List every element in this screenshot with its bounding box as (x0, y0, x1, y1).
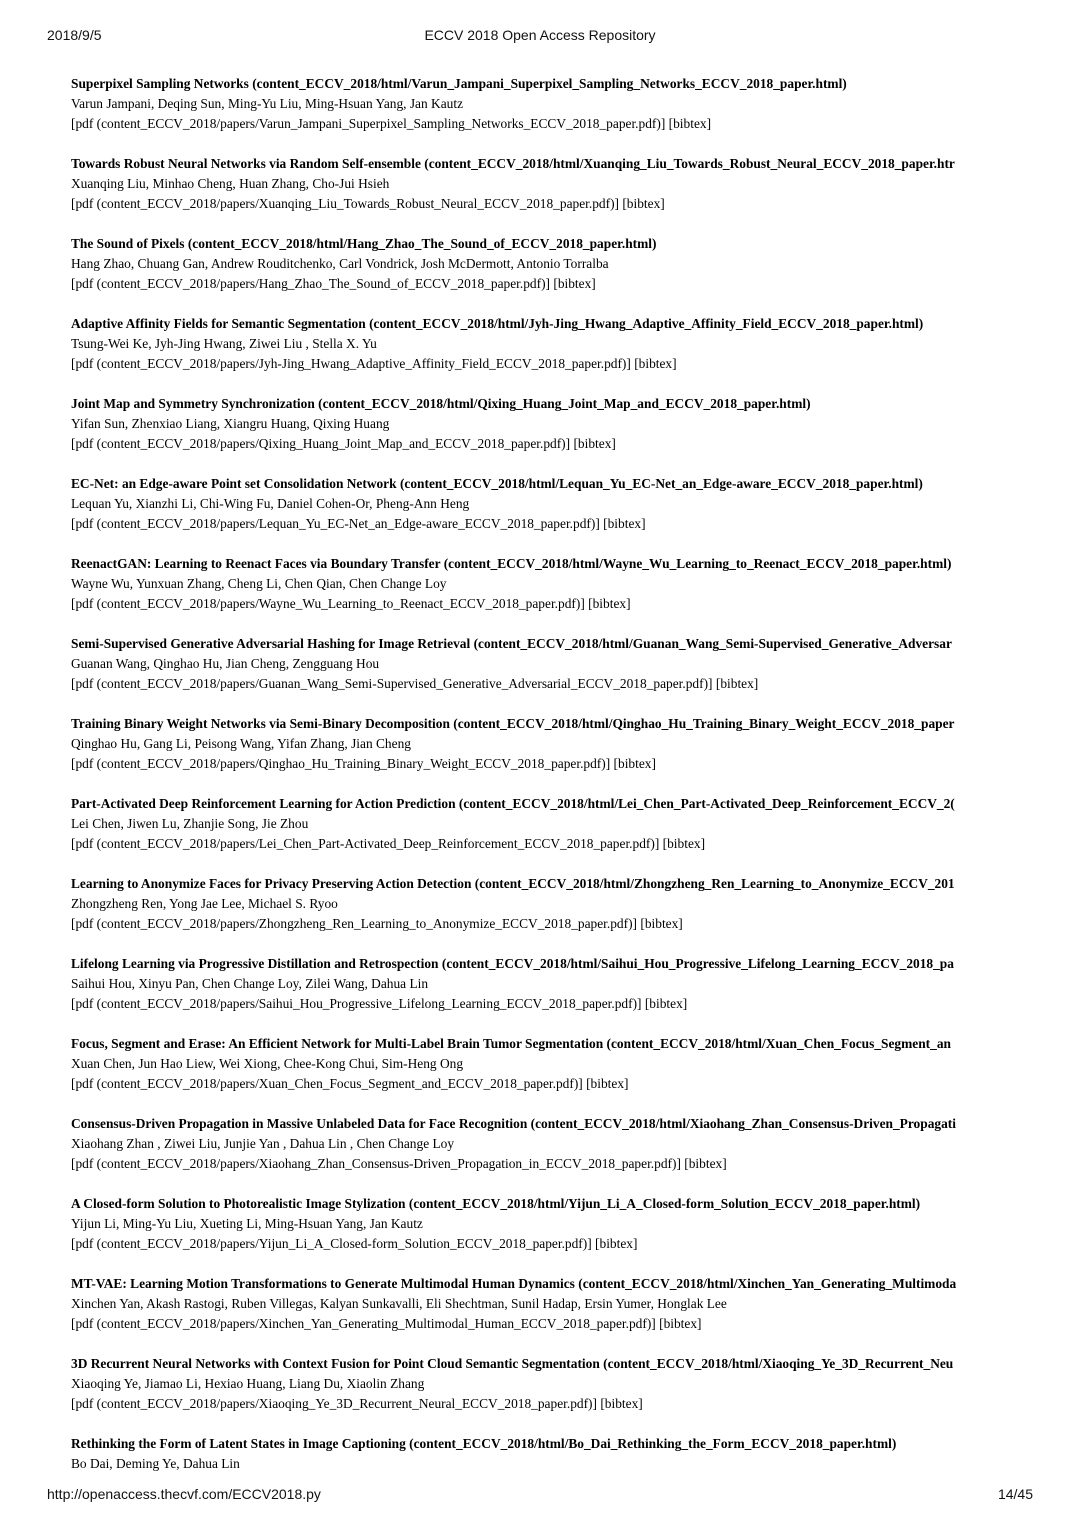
paper-title[interactable]: Semi-Supervised Generative Adversarial Hashing for Image Retrieval (71, 636, 471, 651)
paper-html-link[interactable]: (content_ECCV_2018/html/Guanan_Wang_Semi-Supervised_Generative_Adversar (473, 636, 952, 651)
paper-authors: Guanan Wang, Qinghao Hu, Jian Cheng, Zengguang Hou (71, 656, 380, 671)
paper-entry (71, 1194, 1032, 1274)
paper-links (71, 914, 1032, 934)
paper-title-line (71, 74, 1032, 94)
paper-html-link[interactable]: (content_ECCV_2018/html/Xiaohang_Zhan_Consensus-Driven_Propagati (530, 1116, 956, 1131)
paper-pdf-link[interactable]: [pdf (content_ECCV_2018/papers/Xinchen_Yan_Generating_Multimodal_Human_ECCV_2018_paper.pdf)] (71, 1316, 656, 1331)
paper-pdf-link[interactable]: [pdf (content_ECCV_2018/papers/Xiaoqing_Ye_3D_Recurrent_Neural_ECCV_2018_paper.pdf)] (71, 1396, 597, 1411)
paper-title-line (71, 1034, 1032, 1054)
page-header-title: ECCV 2018 Open Access Repository (424, 27, 656, 43)
paper-title[interactable]: 3D Recurrent Neural Networks with Context Fusion for Point Cloud Semantic Segmentation (71, 1356, 600, 1371)
paper-html-link[interactable]: (content_ECCV_2018/html/Varun_Jampani_Superpixel_Sampling_Networks_ECCV_2018_paper.html) (252, 76, 847, 91)
paper-pdf-link[interactable]: [pdf (content_ECCV_2018/papers/Xiaohang_Zhan_Consensus-Driven_Propagation_in_ECCV_2018_paper.pdf)] (71, 1156, 681, 1171)
paper-links (71, 114, 1032, 134)
paper-entry (71, 714, 1032, 794)
paper-entry (71, 74, 1032, 154)
paper-bibtex-link[interactable]: [bibtex] (634, 356, 677, 371)
paper-pdf-link[interactable]: [pdf (content_ECCV_2018/papers/Yijun_Li_A_Closed-form_Solution_ECCV_2018_paper.pdf)] (71, 1236, 592, 1251)
paper-authors: Xuan Chen, Jun Hao Liew, Wei Xiong, Chee-Kong Chui, Sim-Heng Ong (71, 1056, 464, 1071)
paper-title[interactable]: Learning to Anonymize Faces for Privacy Preserving Action Detection (71, 876, 472, 891)
paper-links (71, 754, 1032, 774)
paper-html-link[interactable]: (content_ECCV_2018/html/Xuanqing_Liu_Towards_Robust_Neural_ECCV_2018_paper.htr (424, 156, 955, 171)
page-number: 14/45 (997, 1486, 1033, 1502)
paper-links (71, 1314, 1032, 1334)
paper-bibtex-link[interactable]: [bibtex] (600, 1396, 643, 1411)
paper-title[interactable]: Adaptive Affinity Fields for Semantic Segmentation (71, 316, 366, 331)
paper-entry (71, 1034, 1032, 1114)
paper-title[interactable]: Superpixel Sampling Networks (71, 76, 249, 91)
paper-bibtex-link[interactable]: [bibtex] (586, 1076, 629, 1091)
paper-title[interactable]: Focus, Segment and Erase: An Efficient Network for Multi-Label Brain Tumor Segmentation (71, 1036, 604, 1051)
paper-bibtex-link[interactable]: [bibtex] (640, 916, 683, 931)
paper-bibtex-link[interactable]: [bibtex] (603, 516, 646, 531)
paper-title[interactable]: Rethinking the Form of Latent States in Image Captioning (71, 1436, 406, 1451)
paper-title[interactable]: A Closed-form Solution to Photorealistic Image Stylization (71, 1196, 406, 1211)
paper-html-link[interactable]: (content_ECCV_2018/html/Lei_Chen_Part-Activated_Deep_Reinforcement_ECCV_2( (458, 796, 955, 811)
paper-entry (71, 394, 1032, 474)
paper-authors: Xiaoqing Ye, Jiamao Li, Hexiao Huang, Liang Du, Xiaolin Zhang (71, 1376, 425, 1391)
paper-authors: Wayne Wu, Yunxuan Zhang, Cheng Li, Chen Qian, Chen Change Loy (71, 576, 447, 591)
paper-bibtex-link[interactable]: [bibtex] (659, 1316, 702, 1331)
paper-authors: Xinchen Yan, Akash Rastogi, Ruben Villegas, Kalyan Sunkavalli, Eli Shechtman, Sunil Hadap, Ersin Yumer, Honglak Lee (71, 1296, 727, 1311)
paper-html-link[interactable]: (content_ECCV_2018/html/Bo_Dai_Rethinking_the_Form_ECCV_2018_paper.html) (409, 1436, 897, 1451)
paper-title[interactable]: Towards Robust Neural Networks via Random Self-ensemble (71, 156, 421, 171)
paper-pdf-link[interactable]: [pdf (content_ECCV_2018/papers/Saihui_Hou_Progressive_Lifelong_Learning_ECCV_2018_paper.pdf)] (71, 996, 642, 1011)
paper-links (71, 434, 1032, 454)
paper-pdf-link[interactable]: [pdf (content_ECCV_2018/papers/Wayne_Wu_Learning_to_Reenact_ECCV_2018_paper.pdf)] (71, 596, 585, 611)
paper-pdf-link[interactable]: [pdf (content_ECCV_2018/papers/Xuanqing_Liu_Towards_Robust_Neural_ECCV_2018_paper.pdf)] (71, 196, 619, 211)
paper-title[interactable]: Joint Map and Symmetry Synchronization (71, 396, 315, 411)
paper-list (71, 74, 1032, 1514)
paper-entry (71, 554, 1032, 634)
paper-pdf-link[interactable]: [pdf (content_ECCV_2018/papers/Qixing_Huang_Joint_Map_and_ECCV_2018_paper.pdf)] (71, 436, 571, 451)
paper-bibtex-link[interactable]: [bibtex] (715, 676, 759, 691)
paper-links (71, 594, 1032, 614)
paper-title-line (71, 1434, 1032, 1454)
paper-html-link[interactable]: (content_ECCV_2018/html/Jyh-Jing_Hwang_Adaptive_Affinity_Field_ECCV_2018_paper.html) (369, 316, 924, 331)
paper-bibtex-link[interactable]: [bibtex] (573, 436, 616, 451)
paper-entry (71, 1354, 1032, 1434)
paper-authors: Bo Dai, Deming Ye, Dahua Lin (71, 1456, 240, 1471)
paper-authors: Xiaohang Zhan , Ziwei Liu, Junjie Yan , Dahua Lin , Chen Change Loy (71, 1136, 455, 1151)
paper-title-line (71, 954, 1032, 974)
paper-authors: Hang Zhao, Chuang Gan, Andrew Rouditchenko, Carl Vondrick, Josh McDermott, Antonio Torralba (71, 256, 609, 271)
paper-entry (71, 874, 1032, 954)
footer-url: http://openaccess.thecvf.com/ECCV2018.py (47, 1486, 321, 1502)
paper-entry (71, 794, 1032, 874)
paper-entry (71, 474, 1032, 554)
paper-title-line (71, 1114, 1032, 1134)
paper-links (71, 1154, 1032, 1174)
paper-html-link[interactable]: (content_ECCV_2018/html/Lequan_Yu_EC-Net_an_Edge-aware_ECCV_2018_paper.html) (399, 476, 923, 491)
paper-authors: Lequan Yu, Xianzhi Li, Chi-Wing Fu, Daniel Cohen-Or, Pheng-Ann Heng (71, 496, 470, 511)
paper-links (71, 354, 1032, 374)
paper-pdf-link[interactable]: [pdf (content_ECCV_2018/papers/Hang_Zhao_The_Sound_of_ECCV_2018_paper.pdf)] (71, 276, 550, 291)
paper-pdf-link[interactable]: [pdf (content_ECCV_2018/papers/Guanan_Wang_Semi-Supervised_Generative_Adversarial_ECCV_2018_paper.pdf)] (71, 676, 713, 691)
paper-title-line (71, 314, 1032, 334)
paper-title-line (71, 874, 1032, 894)
paper-authors: Yifan Sun, Zhenxiao Liang, Xiangru Huang, Qixing Huang (71, 416, 390, 431)
paper-entry (71, 234, 1032, 314)
paper-entry (71, 1434, 1032, 1514)
paper-title-line (71, 1274, 1032, 1294)
paper-entry (71, 314, 1032, 394)
paper-title[interactable]: Training Binary Weight Networks via Semi-Binary Decomposition (71, 716, 450, 731)
paper-bibtex-link[interactable]: [bibtex] (622, 196, 665, 211)
paper-entry (71, 1114, 1032, 1194)
paper-authors: Varun Jampani, Deqing Sun, Ming-Yu Liu, Ming-Hsuan Yang, Jan Kautz (71, 96, 464, 111)
paper-title-line (71, 794, 1032, 814)
print-date: 2018/9/5 (47, 27, 102, 43)
paper-title-line (71, 714, 1032, 734)
paper-links (71, 194, 1032, 214)
paper-bibtex-link[interactable]: [bibtex] (553, 276, 596, 291)
paper-authors: Qinghao Hu, Gang Li, Peisong Wang, Yifan Zhang, Jian Cheng (71, 736, 411, 751)
paper-bibtex-link[interactable]: [bibtex] (613, 756, 656, 771)
paper-title-line (71, 474, 1032, 494)
paper-links (71, 1234, 1032, 1254)
paper-pdf-link[interactable]: [pdf (content_ECCV_2018/papers/Zhongzheng_Ren_Learning_to_Anonymize_ECCV_2018_paper.pdf)] (71, 916, 638, 931)
paper-html-link[interactable]: (content_ECCV_2018/html/Hang_Zhao_The_Sound_of_ECCV_2018_paper.html) (187, 236, 657, 251)
paper-authors: Yijun Li, Ming-Yu Liu, Xueting Li, Ming-Hsuan Yang, Jan Kautz (71, 1216, 423, 1231)
paper-html-link[interactable]: (content_ECCV_2018/html/Xinchen_Yan_Generating_Multimoda (578, 1276, 957, 1291)
paper-bibtex-link[interactable]: [bibtex] (662, 836, 706, 851)
paper-pdf-link[interactable]: [pdf (content_ECCV_2018/papers/Xuan_Chen_Focus_Segment_and_ECCV_2018_paper.pdf)] (71, 1076, 583, 1091)
paper-title[interactable]: Lifelong Learning via Progressive Distillation and Retrospection (71, 956, 439, 971)
paper-links (71, 1394, 1032, 1414)
paper-links (71, 834, 1032, 854)
paper-pdf-link[interactable]: [pdf (content_ECCV_2018/papers/Jyh-Jing_Hwang_Adaptive_Affinity_Field_ECCV_2018_paper.pdf)] (71, 356, 631, 371)
paper-title-line (71, 234, 1032, 254)
paper-title[interactable]: Consensus-Driven Propagation in Massive Unlabeled Data for Face Recognition (71, 1116, 528, 1131)
paper-authors: Saihui Hou, Xinyu Pan, Chen Change Loy, Zilei Wang, Dahua Lin (71, 976, 429, 991)
paper-title-line (71, 154, 1032, 174)
paper-title-line (71, 1194, 1032, 1214)
paper-title[interactable]: MT-VAE: Learning Motion Transformations to Generate Multimodal Human Dynamics (71, 1276, 575, 1291)
paper-bibtex-link[interactable]: [bibtex] (588, 596, 631, 611)
paper-links (71, 994, 1032, 1014)
paper-links (71, 514, 1032, 534)
paper-title[interactable]: ReenactGAN: Learning to Reenact Faces via Boundary Transfer (71, 556, 441, 571)
paper-html-link[interactable]: (content_ECCV_2018/html/Wayne_Wu_Learning_to_Reenact_ECCV_2018_paper.html) (443, 556, 952, 571)
paper-bibtex-link[interactable]: [bibtex] (684, 1156, 727, 1171)
paper-html-link[interactable]: (content_ECCV_2018/html/Yijun_Li_A_Closed-form_Solution_ECCV_2018_paper.html) (408, 1196, 921, 1211)
paper-html-link[interactable]: (content_ECCV_2018/html/Qixing_Huang_Joint_Map_and_ECCV_2018_paper.html) (318, 396, 811, 411)
paper-title-line (71, 554, 1032, 574)
paper-title[interactable]: Part-Activated Deep Reinforcement Learning for Action Prediction (71, 796, 456, 811)
paper-links (71, 1074, 1032, 1094)
paper-title-line (71, 634, 1032, 654)
paper-entry (71, 634, 1032, 714)
paper-html-link[interactable]: (content_ECCV_2018/html/Zhongzheng_Ren_Learning_to_Anonymize_ECCV_201 (474, 876, 955, 891)
paper-title[interactable]: The Sound of Pixels (71, 236, 185, 251)
paper-entry (71, 954, 1032, 1034)
paper-html-link[interactable]: (content_ECCV_2018/html/Saihui_Hou_Progressive_Lifelong_Learning_ECCV_2018_pa (441, 956, 954, 971)
paper-pdf-link[interactable]: [pdf (content_ECCV_2018/papers/Qinghao_Hu_Training_Binary_Weight_ECCV_2018_paper.pdf)] (71, 756, 611, 771)
paper-links (71, 674, 1032, 694)
paper-entry (71, 1274, 1032, 1354)
paper-title-line (71, 394, 1032, 414)
paper-pdf-link[interactable]: [pdf (content_ECCV_2018/papers/Varun_Jampani_Superpixel_Sampling_Networks_ECCV_2018_paper.pdf)] (71, 116, 666, 131)
paper-bibtex-link[interactable]: [bibtex] (644, 996, 688, 1011)
paper-title[interactable]: EC-Net: an Edge-aware Point set Consolidation Network (71, 476, 397, 491)
paper-pdf-link[interactable]: [pdf (content_ECCV_2018/papers/Lei_Chen_Part-Activated_Deep_Reinforcement_ECCV_2018_paper.pdf)] (71, 836, 660, 851)
paper-html-link[interactable]: (content_ECCV_2018/html/Qinghao_Hu_Training_Binary_Weight_ECCV_2018_paper (453, 716, 955, 731)
paper-title-line (71, 1354, 1032, 1374)
paper-authors: Xuanqing Liu, Minhao Cheng, Huan Zhang, Cho-Jui Hsieh (71, 176, 390, 191)
paper-authors: Lei Chen, Jiwen Lu, Zhanjie Song, Jie Zhou (71, 816, 309, 831)
paper-authors: Tsung-Wei Ke, Jyh-Jing Hwang, Ziwei Liu , Stella X. Yu (71, 336, 377, 351)
paper-entry (71, 154, 1032, 234)
paper-html-link[interactable]: (content_ECCV_2018/html/Xiaoqing_Ye_3D_Recurrent_Neu (603, 1356, 954, 1371)
paper-links (71, 274, 1032, 294)
paper-html-link[interactable]: (content_ECCV_2018/html/Xuan_Chen_Focus_Segment_an (606, 1036, 951, 1051)
paper-bibtex-link[interactable]: [bibtex] (595, 1236, 638, 1251)
paper-pdf-link[interactable]: [pdf (content_ECCV_2018/papers/Lequan_Yu_EC-Net_an_Edge-aware_ECCV_2018_paper.pdf)] (71, 516, 600, 531)
paper-authors: Zhongzheng Ren, Yong Jae Lee, Michael S. Ryoo (71, 896, 338, 911)
paper-bibtex-link[interactable]: [bibtex] (668, 116, 712, 131)
